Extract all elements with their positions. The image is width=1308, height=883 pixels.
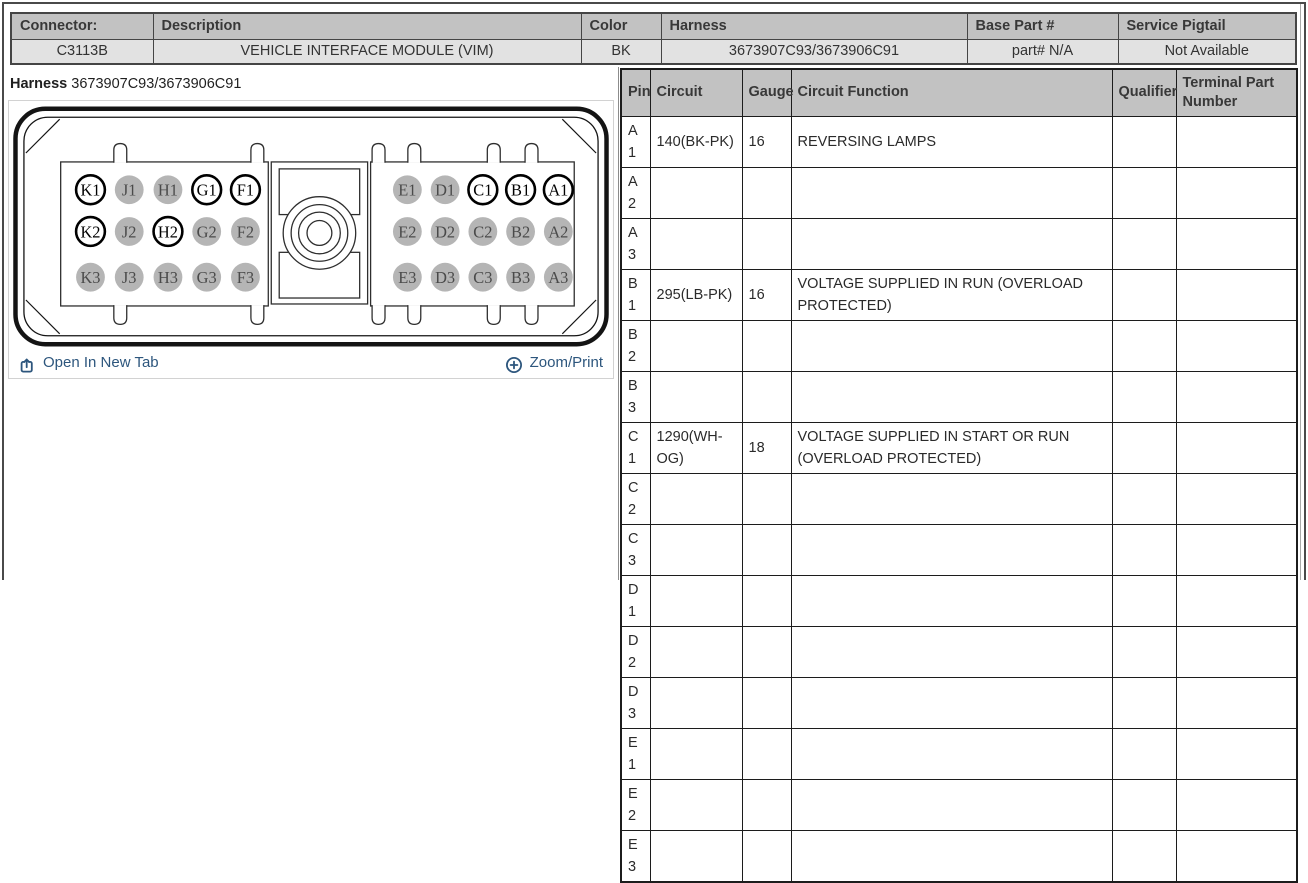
summary-header-description: Description <box>153 13 581 39</box>
pin-E2-terminal-part-number <box>1176 779 1297 830</box>
pin-E1-gauge <box>742 728 791 779</box>
pin-row-B2 <box>621 320 1297 371</box>
pin-table-header-row <box>621 69 1297 116</box>
pin-label-H3: H3 <box>157 268 178 288</box>
pin-label-G3: G3 <box>196 268 217 288</box>
pin-D3-circuit <box>650 677 742 728</box>
index-tab <box>525 144 538 163</box>
pin-E2-gauge <box>742 779 791 830</box>
pin-A1-circuit: 140(BK-PK) <box>650 116 742 167</box>
pin-B1-qualifier <box>1112 269 1176 320</box>
pin-C2-circuit-function <box>791 473 1112 524</box>
pin-label-J2: J2 <box>121 222 137 242</box>
pin-table-header-gauge: Gauge <box>742 69 791 116</box>
pin-D2-circuit <box>650 626 742 677</box>
pin-B3-terminal-part-number <box>1176 371 1297 422</box>
pin-label-A2: A2 <box>548 222 569 242</box>
index-tab <box>408 144 421 163</box>
pin-B1-circuit-function: VOLTAGE SUPPLIED IN RUN (OVERLOAD PROTECTED) <box>791 269 1112 320</box>
pin-label-C1: C1 <box>473 180 493 200</box>
pin-D3-qualifier <box>1112 677 1176 728</box>
pin-label-G2: G2 <box>196 222 217 242</box>
pin-B1-circuit: 295(LB-PK) <box>650 269 742 320</box>
pin-A3-qualifier <box>1112 218 1176 269</box>
zoom-print-link[interactable] <box>505 351 603 374</box>
pin-row-E3 <box>621 830 1297 882</box>
pin-D2-terminal-part-number <box>1176 626 1297 677</box>
pin-label-B1: B1 <box>511 180 531 200</box>
pin-row-C1 <box>621 422 1297 473</box>
pin-A1-terminal-part-number <box>1176 116 1297 167</box>
pin-A2-circuit <box>650 167 742 218</box>
pin-label-C2: C2 <box>473 222 493 242</box>
right-pin-grid <box>393 175 573 291</box>
index-tab <box>251 144 264 163</box>
index-tab <box>487 144 500 163</box>
pin-B3-gauge <box>742 371 791 422</box>
pin-C2-qualifier <box>1112 473 1176 524</box>
pin-C3-gauge <box>742 524 791 575</box>
pin-label-A1: A1 <box>548 180 569 200</box>
pin-label-E1: E1 <box>398 180 417 200</box>
pin-label-J1: J1 <box>121 180 137 200</box>
pin-D3-gauge <box>742 677 791 728</box>
index-tab <box>372 144 385 163</box>
pin-A3-circuit-function <box>791 218 1112 269</box>
pin-E3-qualifier <box>1112 830 1176 882</box>
summary-value-connector: C3113B <box>11 39 153 64</box>
pin-D3-terminal-part-number <box>1176 677 1297 728</box>
pin-E1-qualifier <box>1112 728 1176 779</box>
pin-label-K2: K2 <box>80 222 101 242</box>
pin-B3-pin: B3 <box>621 371 650 422</box>
pin-B2-terminal-part-number <box>1176 320 1297 371</box>
connector-diagram-image[interactable] <box>13 106 609 347</box>
pin-C1-circuit-function: VOLTAGE SUPPLIED IN START OR RUN (OVERLOAD PROTECTED) <box>791 422 1112 473</box>
pin-C1-pin: C1 <box>621 422 650 473</box>
pin-detail-table <box>620 68 1298 883</box>
pin-E3-circuit <box>650 830 742 882</box>
harness-caption <box>4 67 618 100</box>
pin-A3-pin: A3 <box>621 218 650 269</box>
pin-E1-terminal-part-number <box>1176 728 1297 779</box>
pin-table-header-qualifier: Qualifier <box>1112 69 1176 116</box>
pin-label-K3: K3 <box>80 268 101 288</box>
pin-row-B3 <box>621 371 1297 422</box>
open-in-new-tab-icon <box>19 357 36 374</box>
pin-table-header-pin: Pin <box>621 69 650 116</box>
pin-table-header-terminal-part-number: Terminal Part Number <box>1176 69 1297 116</box>
pin-E1-circuit-function <box>791 728 1112 779</box>
pin-row-A3 <box>621 218 1297 269</box>
connector-diagram-box <box>8 100 614 379</box>
index-tab <box>525 305 538 324</box>
index-tab <box>372 305 385 324</box>
pin-C3-circuit <box>650 524 742 575</box>
pin-B1-gauge: 16 <box>742 269 791 320</box>
pin-E3-terminal-part-number <box>1176 830 1297 882</box>
pin-B2-gauge <box>742 320 791 371</box>
pin-B2-qualifier <box>1112 320 1176 371</box>
pin-row-E2 <box>621 779 1297 830</box>
pin-label-D2: D2 <box>435 222 456 242</box>
pin-table-body <box>621 116 1297 882</box>
pin-C1-terminal-part-number <box>1176 422 1297 473</box>
pin-row-A1 <box>621 116 1297 167</box>
pin-label-D3: D3 <box>435 268 456 288</box>
pin-E2-qualifier <box>1112 779 1176 830</box>
pin-A2-pin: A2 <box>621 167 650 218</box>
harness-caption-value: 3673907C93/3673906C91 <box>71 76 242 92</box>
pin-C3-pin: C3 <box>621 524 650 575</box>
pin-A2-terminal-part-number <box>1176 167 1297 218</box>
pin-C3-qualifier <box>1112 524 1176 575</box>
pin-row-C3 <box>621 524 1297 575</box>
pin-row-D2 <box>621 626 1297 677</box>
pin-row-D1 <box>621 575 1297 626</box>
pin-B3-circuit-function <box>791 371 1112 422</box>
pin-A1-pin: A1 <box>621 116 650 167</box>
pin-row-B1 <box>621 269 1297 320</box>
pin-B1-terminal-part-number <box>1176 269 1297 320</box>
pin-label-K1: K1 <box>80 180 101 200</box>
pin-A2-qualifier <box>1112 167 1176 218</box>
pin-label-J3: J3 <box>121 268 137 288</box>
center-bolt-tower <box>271 162 367 304</box>
pin-D3-pin: D3 <box>621 677 650 728</box>
left-pin-grid <box>76 175 260 291</box>
diagram-panel <box>4 67 619 580</box>
pin-A3-circuit <box>650 218 742 269</box>
pin-B2-circuit-function <box>791 320 1112 371</box>
diagram-toolbar <box>9 347 613 378</box>
pin-D1-gauge <box>742 575 791 626</box>
pin-B2-circuit <box>650 320 742 371</box>
index-tab <box>114 305 127 324</box>
pin-label-F1: F1 <box>236 180 255 200</box>
pin-label-E3: E3 <box>398 268 417 288</box>
open-in-new-tab-label: Open In New Tab <box>43 354 159 371</box>
summary-header-base-part: Base Part # <box>967 13 1118 39</box>
summary-value-harness: 3673907C93/3673906C91 <box>661 39 967 64</box>
pin-D1-terminal-part-number <box>1176 575 1297 626</box>
index-tab <box>408 305 421 324</box>
pin-D2-pin: D2 <box>621 626 650 677</box>
pin-table-panel <box>619 67 1304 875</box>
summary-value-service-pigtail: Not Available <box>1118 39 1296 64</box>
pin-B3-qualifier <box>1112 371 1176 422</box>
pin-E3-circuit-function <box>791 830 1112 882</box>
pin-C1-gauge: 18 <box>742 422 791 473</box>
index-tab <box>487 305 500 324</box>
pin-D1-circuit-function <box>791 575 1112 626</box>
pin-label-H2: H2 <box>157 222 178 242</box>
pin-D1-pin: D1 <box>621 575 650 626</box>
pin-label-B3: B3 <box>511 268 531 288</box>
pin-label-G1: G1 <box>196 180 217 200</box>
summary-value-base-part: part# N/A <box>967 39 1118 64</box>
pin-E3-pin: E3 <box>621 830 650 882</box>
pin-C2-circuit <box>650 473 742 524</box>
pin-C1-circuit: 1290(WH-OG) <box>650 422 742 473</box>
pin-table-header-circuit-function: Circuit Function <box>791 69 1112 116</box>
pin-D1-circuit <box>650 575 742 626</box>
pin-A3-terminal-part-number <box>1176 218 1297 269</box>
pin-E2-circuit-function <box>791 779 1112 830</box>
pin-label-F2: F2 <box>236 222 255 242</box>
pin-D2-gauge <box>742 626 791 677</box>
pin-E1-pin: E1 <box>621 728 650 779</box>
summary-value-description: VEHICLE INTERFACE MODULE (VIM) <box>153 39 581 64</box>
pin-row-A2 <box>621 167 1297 218</box>
pin-D3-circuit-function <box>791 677 1112 728</box>
pin-A2-circuit-function <box>791 167 1112 218</box>
summary-value-color: BK <box>581 39 661 64</box>
pin-C3-circuit-function <box>791 524 1112 575</box>
pin-B3-circuit <box>650 371 742 422</box>
harness-caption-label: Harness <box>10 76 68 92</box>
right-panel-edge-line <box>1300 4 1301 580</box>
pin-E3-gauge <box>742 830 791 882</box>
summary-header-color: Color <box>581 13 661 39</box>
connector-view-page <box>2 2 1306 875</box>
summary-header-connector: Connector: <box>11 13 153 39</box>
pin-A1-qualifier <box>1112 116 1176 167</box>
pin-C2-terminal-part-number <box>1176 473 1297 524</box>
pin-C2-gauge <box>742 473 791 524</box>
pin-label-A3: A3 <box>548 268 569 288</box>
index-tab <box>251 305 264 324</box>
pin-table-header-circuit: Circuit <box>650 69 742 116</box>
pin-label-B2: B2 <box>511 222 531 242</box>
summary-value-row <box>11 39 1296 64</box>
pin-E2-circuit <box>650 779 742 830</box>
pin-B1-pin: B1 <box>621 269 650 320</box>
pin-D2-qualifier <box>1112 626 1176 677</box>
pin-A1-gauge: 16 <box>742 116 791 167</box>
pin-C3-terminal-part-number <box>1176 524 1297 575</box>
summary-header-service-pigtail: Service Pigtail <box>1118 13 1296 39</box>
pin-A1-circuit-function: REVERSING LAMPS <box>791 116 1112 167</box>
pin-label-D1: D1 <box>435 180 456 200</box>
pin-A3-gauge <box>742 218 791 269</box>
pin-row-D3 <box>621 677 1297 728</box>
pin-A2-gauge <box>742 167 791 218</box>
pin-E2-pin: E2 <box>621 779 650 830</box>
pin-B2-pin: B2 <box>621 320 650 371</box>
pin-D2-circuit-function <box>791 626 1112 677</box>
pin-E1-circuit <box>650 728 742 779</box>
zoom-plus-icon <box>505 356 523 374</box>
pin-label-C3: C3 <box>473 268 493 288</box>
lower-split <box>4 67 1304 875</box>
pin-label-F3: F3 <box>236 268 255 288</box>
summary-header-harness: Harness <box>661 13 967 39</box>
index-tab <box>114 144 127 163</box>
connector-summary-table <box>10 12 1297 65</box>
open-in-new-tab-link[interactable] <box>19 352 159 374</box>
pin-D1-qualifier <box>1112 575 1176 626</box>
pin-C1-qualifier <box>1112 422 1176 473</box>
pin-label-E2: E2 <box>398 222 417 242</box>
summary-header-row <box>11 13 1296 39</box>
pin-C2-pin: C2 <box>621 473 650 524</box>
pin-row-E1 <box>621 728 1297 779</box>
pin-row-C2 <box>621 473 1297 524</box>
pin-label-H1: H1 <box>157 180 178 200</box>
zoom-print-label: Zoom/Print <box>529 354 603 371</box>
